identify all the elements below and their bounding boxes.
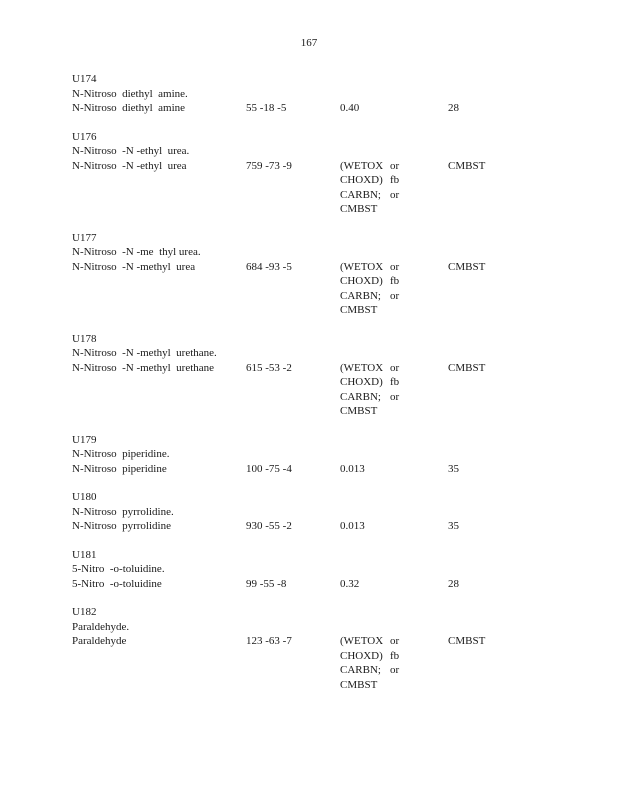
technology-term: CHOXD) (340, 649, 383, 662)
waste-heading: 5-Nitro -o-toluidine. (72, 563, 165, 575)
technology-connector: or (390, 361, 400, 374)
treatment-standard (340, 101, 402, 116)
technology-connector: fb (390, 376, 400, 388)
waste-entry (72, 72, 552, 116)
waste-heading: N-Nitroso -N -ethyl urea. (72, 145, 190, 157)
constituent-row (72, 159, 552, 217)
waste-code: U179 (72, 433, 97, 446)
technology-connector: or (390, 664, 400, 676)
treatment-standard (340, 462, 402, 477)
cas-number: 99 -55 -8 (246, 577, 287, 590)
waste-entry (72, 548, 552, 592)
nonwastewater-standard: 28 (448, 102, 459, 114)
waste-entry (72, 433, 552, 477)
technology-term: (WETOX (340, 635, 384, 647)
technology-connector: or (390, 159, 400, 172)
constituent-name: 5-Nitro -o-toluidine (72, 577, 162, 590)
technology-connector: or (390, 260, 400, 273)
technology-term: CMBST (340, 678, 378, 691)
technology-connector (390, 678, 400, 693)
concentration-value: 0.013 (340, 462, 365, 475)
constituent-row (72, 462, 552, 477)
waste-heading: N-Nitroso -N -methyl urethane. (72, 347, 217, 359)
constituent-row (72, 260, 552, 318)
technology-connector: fb (390, 649, 400, 662)
cas-number: 759 -73 -9 (246, 159, 292, 172)
constituent-row (72, 101, 552, 116)
technology-connector: fb (390, 174, 400, 186)
cas-number: 684 -93 -5 (246, 260, 292, 273)
waste-code: U176 (72, 130, 97, 143)
constituent-row (72, 519, 552, 534)
technology-term: (WETOX (340, 260, 384, 273)
waste-code: U182 (72, 606, 97, 618)
constituent-name: N-Nitroso -N -methyl urea (72, 260, 196, 273)
waste-code: U180 (72, 491, 97, 503)
technology-term: CARBN; (340, 390, 381, 403)
nonwastewater-standard: 28 (448, 577, 459, 590)
technology-connector (390, 303, 400, 318)
technology-connector: fb (390, 275, 400, 287)
cas-number: 615 -53 -2 (246, 361, 292, 374)
waste-entry (72, 490, 552, 534)
constituent-row (72, 634, 552, 692)
technology-term: (WETOX (340, 361, 384, 374)
waste-entry (72, 332, 552, 419)
treatment-standard (340, 577, 402, 592)
concentration-value: 0.40 (340, 102, 360, 114)
waste-entry (72, 605, 552, 692)
nonwastewater-standard: CMBST (448, 635, 486, 647)
constituent-row (72, 361, 552, 419)
page-number: 167 (300, 37, 318, 49)
technology-term: CMBST (340, 405, 378, 417)
technology-term: CHOXD) (340, 275, 383, 287)
nonwastewater-standard: 35 (448, 462, 459, 475)
concentration-value: 0.32 (340, 577, 360, 590)
nonwastewater-standard: CMBST (448, 361, 486, 374)
waste-heading: N-Nitroso piperidine. (72, 448, 170, 460)
constituent-name: Paraldehyde (72, 635, 127, 647)
constituent-name: N-Nitroso piperidine (72, 462, 167, 475)
waste-code: U174 (72, 73, 97, 85)
constituent-name: N-Nitroso -N -methyl urethane (72, 361, 215, 374)
technology-connector: or (390, 289, 400, 302)
waste-heading: N-Nitroso diethyl amine. (72, 87, 188, 100)
waste-entries-list (72, 72, 552, 706)
technology-term: CMBST (340, 304, 378, 316)
technology-connector (390, 404, 400, 419)
cas-number: 100 -75 -4 (246, 462, 292, 475)
nonwastewater-standard: CMBST (448, 159, 486, 172)
waste-heading: N-Nitroso -N -me thyl urea. (72, 246, 201, 258)
waste-code: U178 (72, 332, 97, 345)
waste-code: U181 (72, 548, 97, 561)
technology-term: CARBN; (340, 188, 381, 201)
cas-number: 930 -55 -2 (246, 520, 292, 532)
technology-term: CMBST (340, 203, 378, 215)
technology-term: CHOXD) (340, 376, 383, 388)
waste-heading: N-Nitroso pyrrolidine. (72, 505, 174, 518)
technology-connector (390, 202, 400, 217)
waste-entry (72, 130, 552, 217)
technology-code (340, 260, 402, 318)
constituent-row (72, 577, 552, 592)
constituent-name: N-Nitroso pyrrolidine (72, 520, 171, 532)
constituent-name: N-Nitroso diethyl amine (72, 102, 186, 114)
technology-connector: or (390, 390, 400, 403)
technology-term: CHOXD) (340, 174, 383, 186)
cas-number: 55 -18 -5 (246, 102, 287, 114)
waste-code: U177 (72, 231, 97, 244)
technology-connector: or (390, 635, 400, 647)
nonwastewater-standard: CMBST (448, 260, 486, 273)
technology-code (340, 634, 402, 692)
technology-term: CARBN; (340, 289, 381, 302)
waste-heading: Paraldehyde. (72, 620, 130, 633)
concentration-value: 0.013 (340, 520, 365, 532)
technology-term: (WETOX (340, 159, 384, 172)
waste-entry (72, 231, 552, 318)
technology-code (340, 159, 402, 217)
cas-number: 123 -63 -7 (246, 635, 292, 647)
technology-code (340, 361, 402, 419)
technology-term: CARBN; (340, 664, 381, 676)
constituent-name: N-Nitroso -N -ethyl urea (72, 159, 187, 172)
treatment-standard (340, 519, 402, 534)
technology-connector: or (390, 188, 400, 201)
nonwastewater-standard: 35 (448, 520, 459, 532)
